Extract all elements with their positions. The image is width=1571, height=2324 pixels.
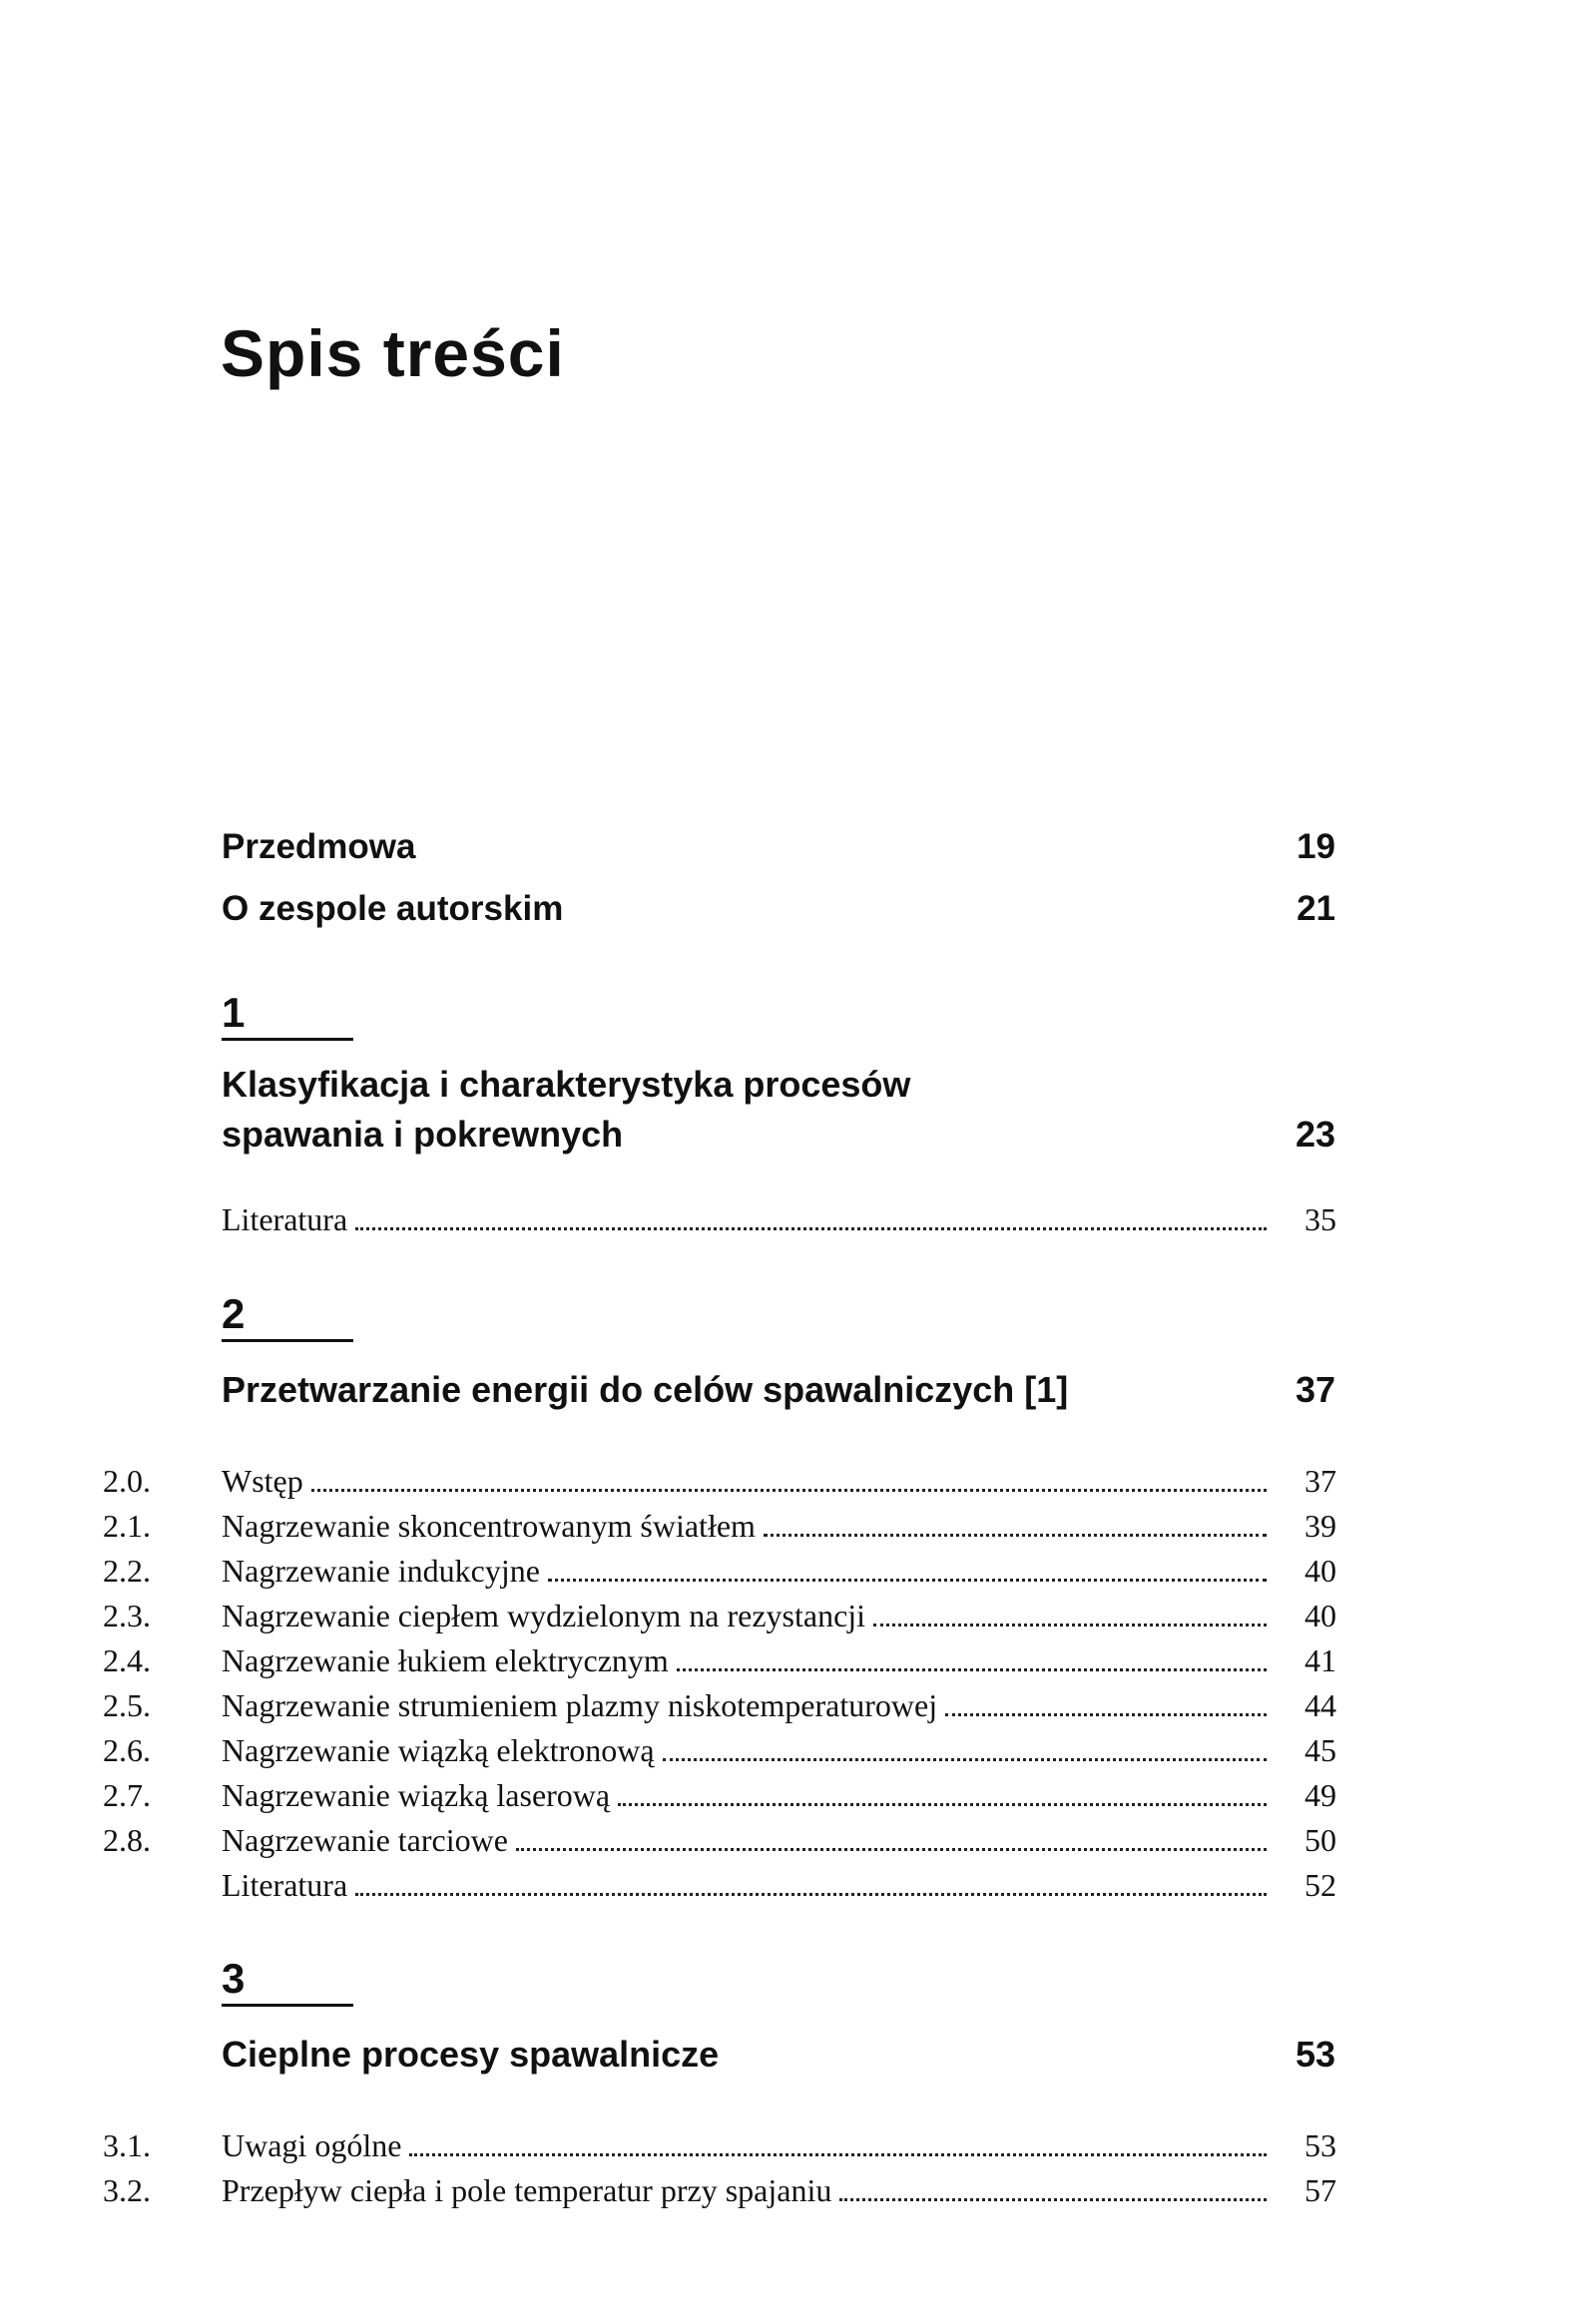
chapter-1-page: 23 — [1295, 1114, 1335, 1155]
toc-entry-page: 53 — [1305, 2127, 1336, 2163]
toc-entry[interactable] — [103, 1594, 1336, 1638]
chapter-1-entries — [103, 1197, 1336, 1242]
toc-entry[interactable] — [103, 1197, 1336, 1242]
toc-entry-label: Nagrzewanie strumieniem plazmy niskotemperaturowej — [222, 1687, 938, 1723]
toc-entry-label: Nagrzewanie wiązką elektronową — [222, 1732, 655, 1768]
dot-leader — [355, 1227, 1267, 1230]
toc-entry-label: Nagrzewanie indukcyjne — [222, 1553, 540, 1589]
toc-entry[interactable] — [103, 1683, 1336, 1728]
toc-entry-number: 2.3. — [103, 1598, 151, 1633]
chapter-1-title — [222, 1060, 1296, 1160]
toc-entry-label: Literatura — [222, 1201, 348, 1237]
toc-entry-page: 45 — [1305, 1732, 1336, 1768]
toc-item-o-zespole-autorskim[interactable] — [222, 888, 1335, 930]
dot-leader — [409, 2153, 1267, 2156]
toc-entry[interactable] — [103, 2123, 1336, 2168]
toc-entry-number: 2.5. — [103, 1687, 151, 1723]
toc-entry-page: 39 — [1305, 1508, 1336, 1544]
toc-item-przedmowa[interactable] — [222, 826, 1335, 868]
toc-entry[interactable] — [103, 1459, 1336, 1504]
chapter-2-page: 37 — [1295, 1369, 1335, 1410]
chapter-1-heading[interactable] — [222, 1060, 1335, 1160]
toc-entry[interactable] — [103, 1504, 1336, 1549]
dot-leader — [663, 1758, 1267, 1761]
toc-entry-label: Nagrzewanie wiązką laserową — [222, 1777, 611, 1813]
chapter-3-heading[interactable] — [222, 2030, 1335, 2080]
dot-leader — [311, 1489, 1267, 1492]
dot-leader — [764, 1534, 1267, 1537]
toc-entry-number: 2.2. — [103, 1553, 151, 1589]
toc-entry[interactable] — [103, 2168, 1336, 2213]
page-title: Spis treści — [221, 316, 565, 390]
dot-leader — [618, 1803, 1267, 1806]
dot-leader — [355, 1893, 1267, 1896]
toc-entry-page: 40 — [1305, 1553, 1336, 1589]
toc-entry-page: 40 — [1305, 1598, 1336, 1633]
toc-entry[interactable] — [103, 1549, 1336, 1594]
toc-entry-page: 41 — [1305, 1642, 1336, 1678]
toc-entry-label: Literatura — [222, 1867, 348, 1903]
dot-leader — [839, 2198, 1267, 2201]
toc-entry-number: 2.7. — [103, 1777, 151, 1813]
toc-entry-number: 3.2. — [103, 2172, 151, 2208]
chapter-2-title: Przetwarzanie energii do celów spawalniczych [1] — [222, 1369, 1069, 1410]
toc-entry-page: 50 — [1305, 1822, 1336, 1858]
toc-item-label: O zespole autorskim — [222, 889, 564, 928]
toc-entry-label: Uwagi ogólne — [222, 2127, 402, 2163]
toc-entry-label: Nagrzewanie ciepłem wydzielonym na rezystancji — [222, 1598, 866, 1633]
toc-item-page: 21 — [1297, 889, 1335, 928]
toc-entry-label: Wstęp — [222, 1463, 303, 1499]
toc-entry-number: 3.1. — [103, 2127, 151, 2163]
chapter-2-number: 2 — [222, 1291, 353, 1342]
toc-entry[interactable] — [103, 1638, 1336, 1683]
toc-entry-number: 2.8. — [103, 1822, 151, 1858]
toc-entry-page: 44 — [1305, 1687, 1336, 1723]
chapter-3-title: Cieplne procesy spawalnicze — [222, 2034, 720, 2075]
chapter-2-entries — [103, 1459, 1336, 1908]
dot-leader — [945, 1713, 1267, 1716]
toc-entry-number: 2.6. — [103, 1732, 151, 1768]
toc-entry-number: 2.0. — [103, 1463, 151, 1499]
toc-entry-page: 49 — [1305, 1777, 1336, 1813]
toc-entry-number: 2.1. — [103, 1508, 151, 1544]
dot-leader — [677, 1668, 1267, 1671]
toc-entry[interactable] — [103, 1773, 1336, 1818]
chapter-1-number: 1 — [222, 990, 353, 1041]
chapter-3-entries — [103, 2123, 1336, 2213]
chapter-3-number: 3 — [222, 1956, 353, 2007]
toc-entry-page: 37 — [1305, 1463, 1336, 1499]
toc-item-label: Przedmowa — [222, 827, 416, 866]
chapter-1-title-line-2: spawania i pokrewnych — [222, 1114, 624, 1155]
toc-entry[interactable] — [103, 1863, 1336, 1908]
toc-entry[interactable] — [103, 1728, 1336, 1773]
toc-entry[interactable] — [103, 1818, 1336, 1863]
toc-entry-page: 52 — [1305, 1867, 1336, 1903]
toc-entry-label: Przepływ ciepła i pole temperatur przy spajaniu — [222, 2172, 832, 2208]
toc-entry-page: 57 — [1305, 2172, 1336, 2208]
toc-entry-label: Nagrzewanie tarciowe — [222, 1822, 508, 1858]
chapter-1-title-line-1: Klasyfikacja i charakterystyka procesów — [222, 1064, 911, 1105]
toc-item-page: 19 — [1297, 827, 1335, 866]
toc-entry-page: 35 — [1305, 1201, 1336, 1237]
dot-leader — [548, 1579, 1267, 1582]
toc-entry-label: Nagrzewanie łukiem elektrycznym — [222, 1642, 669, 1678]
chapter-3-page: 53 — [1295, 2034, 1335, 2075]
chapter-2-heading[interactable] — [222, 1365, 1335, 1415]
dot-leader — [516, 1848, 1267, 1851]
dot-leader — [873, 1624, 1267, 1627]
toc-entry-number: 2.4. — [103, 1642, 151, 1678]
toc-entry-label: Nagrzewanie skoncentrowanym światłem — [222, 1508, 756, 1544]
